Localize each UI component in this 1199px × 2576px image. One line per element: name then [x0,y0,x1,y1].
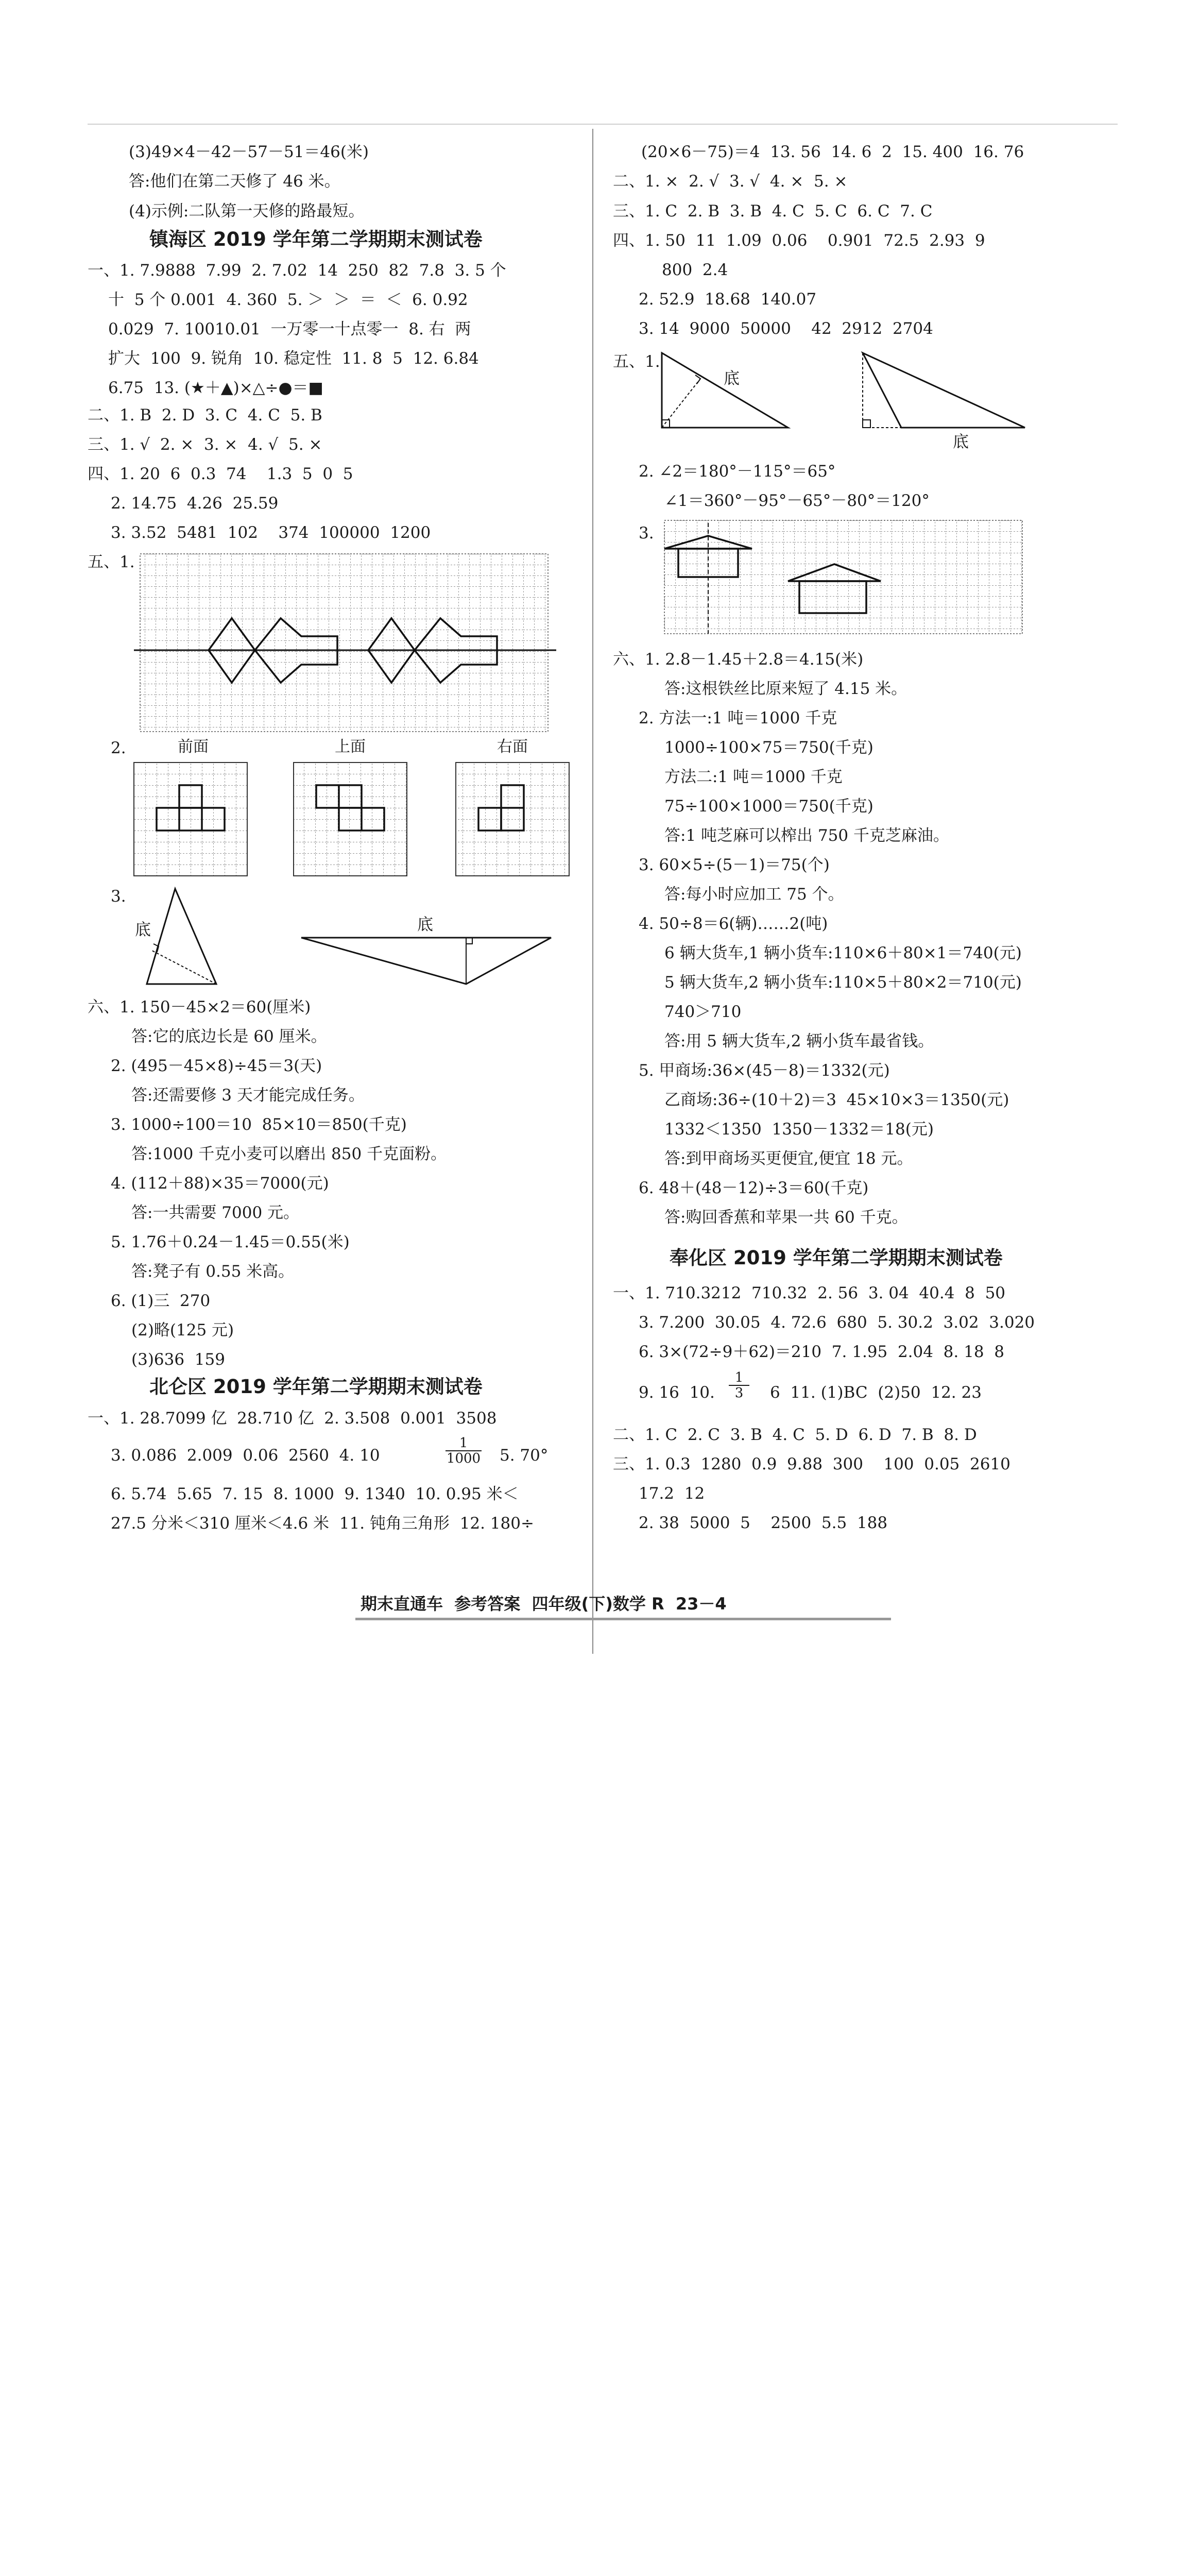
section-heading: 镇海区 2019 学年第二学期期末测试卷 [149,228,483,250]
base-label: 底 [135,921,151,939]
answer-line: 5. 1.76＋0.24－1.45＝0.55(米) [111,1233,350,1251]
answer-line: 一、1. 710.3212 710.32 2. 56 3. 04 40.4 8 50 [613,1284,1006,1302]
answer-line: 一、1. 7.9888 7.99 2. 7.02 14 250 82 7.8 3. 5 个 [88,261,506,280]
answer-line: 答:1000 千克小麦可以磨出 850 千克面粉。 [131,1145,447,1163]
answer-line: 答:每小时应加工 75 个。 [664,885,844,904]
answer-line: 0.029 7. 10010.01 一万零一十点零一 8. 右 两 [108,320,471,338]
answer-line: (4)示例:二队第一天修的路最短。 [129,202,365,221]
answer-line: 2. 方法一:1 吨＝1000 千克 [639,709,837,727]
answer-line: 5. 甲商场:36×(45－8)＝1332(元) [639,1061,890,1080]
answer-line: 2. [111,739,126,757]
answer-line: 答:凳子有 0.55 米高。 [131,1262,295,1281]
answer-line: 75÷100×1000＝750(千克) [664,797,873,816]
answer-line: 十 5 个 0.001 4. 360 5. ＞ ＞ ＝ ＜ 6. 0.92 [108,291,468,309]
footer-caption: 期末直通车 参考答案 四年级(下)数学 R 23－4 [361,1594,727,1614]
answer-line: 3. 60×5÷(5－1)＝75(个) [639,856,830,874]
answer-line: 5 辆大货车,2 辆小货车:110×5＋80×2＝710(元) [664,973,1022,992]
fraction [729,1370,749,1400]
answer-line: 6. 3×(72÷9＋62)＝210 7. 1.95 2.04 8. 18 8 [639,1343,1004,1361]
answer-line: 四、1. 20 6 0.3 74 1.3 5 0 5 [88,465,353,483]
answer-line: 五、1. [88,553,135,571]
answer-line: 答:这根铁丝比原来短了 4.15 米。 [664,680,907,698]
answer-line: 二、1. × 2. √ 3. √ 4. × 5. × [613,172,848,191]
answer-line: (3)49×4－42－57－51＝46(米) [129,143,369,161]
answer-line: 1332＜1350 1350－1332＝18(元) [664,1120,934,1139]
answer-line: 4. 50÷8＝6(辆)……2(吨) [639,914,828,933]
obtuse-triangle-figure [301,927,559,989]
base-label: 底 [724,369,740,388]
fraction-numerator: 1 [734,1370,744,1385]
answer-line: 6. 48＋(48－12)÷3＝60(千克) [639,1179,869,1197]
answer-line: (20×6－75)＝4 13. 56 14. 6 2 15. 400 16. 76 [641,143,1024,161]
answer-line: 3. 3.52 5481 102 374 100000 1200 [111,523,431,542]
answer-line: 答:1 吨芝麻可以榨出 750 千克芝麻油。 [664,826,949,845]
answer-line: 二、1. B 2. D 3. C 4. C 5. B [88,406,322,425]
answer-line: 3. 1000÷100＝10 85×10＝850(千克) [111,1115,407,1134]
view-label-top: 上面 [335,738,366,756]
footer-rule [355,1618,891,1620]
answer-line: 三、1. C 2. B 3. B 4. C 5. C 6. C 7. C [613,202,933,221]
answer-line: 方法二:1 吨＝1000 千克 [664,768,843,786]
answer-line: 6. 5.74 5.65 7. 15 8. 1000 9. 1340 10. 0.95 米＜ [111,1485,519,1503]
symmetry-grid-figure [664,520,1025,634]
view-label-front: 前面 [178,738,209,756]
answer-line: 三、1. √ 2. × 3. × 4. √ 5. × [88,435,322,454]
answer-line: 答:它的底边长是 60 厘米。 [131,1027,327,1046]
answer-line: 740＞710 [664,1003,742,1021]
answer-line: 1000÷100×75＝750(千克) [664,738,873,757]
base-label: 底 [417,916,433,934]
answer-line: 二、1. C 2. C 3. B 4. C 5. D 6. D 7. B 8. D [613,1426,977,1444]
fraction [446,1436,482,1466]
obtuse-triangle-base-figure [858,350,1038,433]
answer-line: 6.75 13. (★＋▲)×△÷●＝■ [108,379,323,397]
answer-line: 2. 14.75 4.26 25.59 [111,494,279,513]
right-triangle-base-figure [659,350,793,433]
answer-line: 五、1. [613,352,660,371]
fraction-denominator: 3 [729,1385,749,1400]
answer-line: 6. (1)三 270 [111,1292,211,1310]
answer-line: 四、1. 50 11 1.09 0.06 0.901 72.5 2.93 9 [613,231,985,250]
answer-line: 4. (112＋88)×35＝7000(元) [111,1174,329,1193]
answer-line: 3. [639,524,654,543]
fraction-denominator: 1000 [446,1451,481,1466]
section-heading: 北仑区 2019 学年第二学期期末测试卷 [149,1376,483,1398]
answer-line: 2. 38 5000 5 2500 5.5 188 [639,1514,888,1532]
answer-line: 三、1. 0.3 1280 0.9 9.88 300 100 0.05 2610 [613,1455,1010,1473]
answer-line: 3. 7.200 30.05 4. 72.6 680 5. 30.2 3.02 3.020 [639,1313,1035,1332]
answer-line: 6 辆大货车,1 辆小货车:110×6＋80×1＝740(元) [664,944,1022,962]
answer-line: 27.5 分米＜310 厘米＜4.6 米 11. 钝角三角形 12. 180÷ [111,1514,534,1533]
answer-line: 答:他们在第二天修了 46 米。 [129,172,340,191]
answer-line: 2. ∠2＝180°－115°＝65° [639,462,836,481]
answer-line: 答:到甲商场买更便宜,便宜 18 元。 [664,1149,913,1168]
answer-line: 六、1. 2.8－1.45＋2.8＝4.15(米) [613,650,864,669]
answer-line: 3. 14 9000 50000 42 2912 2704 [639,319,933,338]
answer-line: 17.2 12 [639,1484,705,1503]
answer-line: 答:用 5 辆大货车,2 辆小货车最省钱。 [664,1032,934,1050]
answer-line: 800 2.4 [662,261,728,279]
answer-line: 3. [111,887,126,906]
answer-line: 乙商场:36÷(10＋2)＝3 45×10×3＝1350(元) [664,1091,1009,1109]
answer-line: 答:一共需要 7000 元。 [131,1204,300,1222]
translation-grid-figure [134,554,556,732]
answer-line: 六、1. 150－45×2＝60(厘米) [88,998,311,1016]
answer-line: (3)636 159 [131,1350,225,1369]
top-rule [88,124,1118,125]
answer-line: 答:购回香蕉和苹果一共 60 千克。 [664,1208,908,1227]
view-label-right: 右面 [497,738,528,756]
answer-line: 6 11. (1)BC (2)50 12. 23 [770,1383,982,1402]
answer-line: 9. 16 10. [639,1383,715,1402]
answer-line: (2)略(125 元) [131,1321,234,1340]
section-heading: 奉化区 2019 学年第二学期期末测试卷 [670,1247,1003,1269]
answer-line: 5. 70° [500,1446,549,1465]
fraction-numerator: 1 [459,1435,468,1451]
answer-line: 答:还需要修 3 天才能完成任务。 [131,1086,365,1105]
answer-line: 2. 52.9 18.68 140.07 [639,290,817,309]
base-label: 底 [953,433,969,451]
answer-line: 3. 0.086 2.009 0.06 2560 4. 10 [111,1446,380,1465]
answer-line: 2. (495－45×8)÷45＝3(天) [111,1057,322,1075]
answer-line: 一、1. 28.7099 亿 28.710 亿 2. 3.508 0.001 3508 [88,1409,497,1428]
column-divider [592,129,593,1654]
answer-line: ∠1＝360°－95°－65°－80°＝120° [664,492,930,510]
three-views-figure [134,762,572,876]
answer-line: 扩大 100 9. 锐角 10. 稳定性 11. 8 5 12. 6.84 [108,349,479,368]
